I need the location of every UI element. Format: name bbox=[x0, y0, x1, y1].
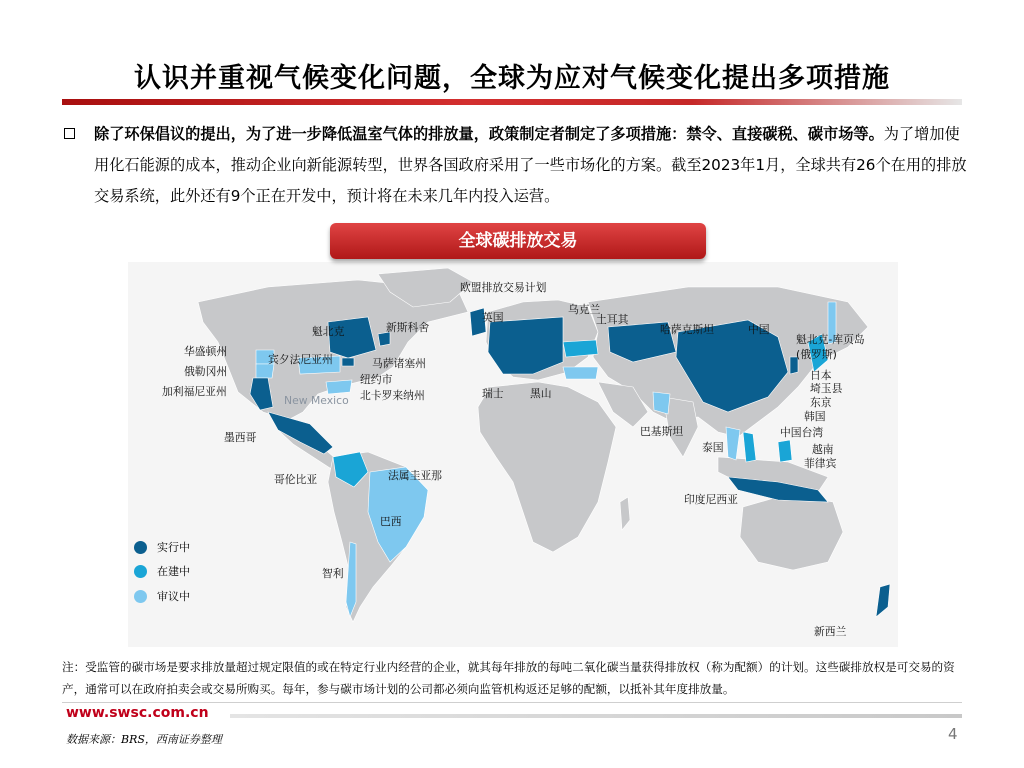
eu-region bbox=[488, 317, 563, 374]
map-label-washington: 华盛顿州 bbox=[184, 345, 228, 358]
map-label-japan: 日本 bbox=[810, 369, 832, 382]
page-number: 4 bbox=[948, 725, 958, 743]
footer-divider bbox=[62, 702, 962, 703]
map-label-tokyo: 东京 bbox=[810, 396, 832, 409]
legend-label-review: 审议中 bbox=[157, 590, 190, 603]
philippines-region bbox=[778, 440, 792, 462]
map-label-vietnam: 越南 bbox=[812, 443, 834, 456]
map-label-philippines: 菲律宾 bbox=[804, 457, 837, 470]
intro-text: 为了增加使用化石能源的成本，推动企业向新能源转型，世界各国政府采用了一些市场化的方案。截至2023年1月，全球共有26个在用的排放交易系统，此外还有9个正在开发中，预计将在未来几年内投入运营。 bbox=[94, 125, 967, 205]
map-label-thailand: 泰国 bbox=[702, 441, 724, 454]
map-label-korea: 韩国 bbox=[804, 410, 826, 423]
world-map-panel bbox=[128, 262, 898, 647]
intro-bold-text: 除了环保倡议的提出，为了进一步降低温室气体的排放量，政策制定者制定了多项措施：禁令、直接碳税、碳市场等。 bbox=[94, 125, 884, 143]
map-label-new-mexico: New Mexico bbox=[284, 394, 349, 407]
ukraine-region bbox=[563, 340, 598, 357]
legend-dot-building bbox=[134, 565, 147, 578]
legend-item-active bbox=[134, 539, 190, 555]
map-label-california: 加利福尼亚州 bbox=[162, 385, 227, 398]
north-carolina-region bbox=[326, 380, 352, 394]
vietnam-region bbox=[743, 432, 756, 462]
map-label-pakistan: 巴基斯坦 bbox=[640, 425, 684, 438]
map-label-saitama: 埼玉县 bbox=[810, 382, 843, 395]
new-zealand-region bbox=[876, 584, 890, 617]
map-label-pennsylvania: 宾夕法尼亚州 bbox=[268, 353, 333, 366]
page-title: 认识并重视气候变化问题，全球为应对气候变化提出多项措施 bbox=[134, 63, 890, 94]
legend-item-review bbox=[134, 588, 190, 604]
map-label-new-zealand: 新西兰 bbox=[814, 625, 847, 638]
map-label-mexico: 墨西哥 bbox=[224, 431, 257, 444]
map-label-nova-scotia: 新斯科舍 bbox=[386, 321, 430, 334]
map-label-oregon: 俄勒冈州 bbox=[184, 365, 228, 378]
map-label-quebec: 魁北克 bbox=[312, 325, 345, 338]
map-label-turkey: 土耳其 bbox=[596, 313, 629, 326]
legend-dot-active bbox=[134, 541, 147, 554]
map-label-switzerland: 瑞士 bbox=[482, 387, 504, 400]
map-label-montenegro: 黑山 bbox=[530, 387, 552, 400]
map-label-colombia: 哥伦比亚 bbox=[274, 473, 318, 486]
world-map bbox=[128, 262, 898, 647]
map-label-eu-ets: 欧盟排放交易计划 bbox=[460, 281, 547, 294]
madagascar-landmass bbox=[620, 497, 630, 530]
footer-bar bbox=[230, 714, 962, 718]
map-label-china: 中国 bbox=[748, 323, 770, 336]
map-label-uk: 英国 bbox=[482, 311, 504, 324]
massachusetts-region bbox=[342, 358, 354, 366]
intro-paragraph bbox=[94, 119, 974, 212]
legend-dot-review bbox=[134, 590, 147, 603]
map-label-brazil: 巴西 bbox=[380, 515, 402, 528]
legend-label-active: 实行中 bbox=[157, 541, 190, 554]
map-label-taiwan: 中国台湾 bbox=[780, 426, 824, 439]
australia-landmass bbox=[740, 494, 843, 570]
map-label-sakhalin: 魁北克-库页岛 (俄罗斯) bbox=[796, 333, 865, 361]
map-label-indonesia: 印度尼西亚 bbox=[684, 493, 738, 506]
title-divider bbox=[62, 99, 962, 105]
map-label-ukraine: 乌克兰 bbox=[568, 303, 601, 316]
bullet-square-icon bbox=[64, 128, 75, 139]
footnote: 注：受监管的碳市场是要求排放量超过规定限值的或在特定行业内经营的企业，就其每年排放的每吨二氧化碳当量获得排放权（称为配额）的计划。这些碳排放权是可交易的资产，通常可以在政府拍卖会或交易所购买。每年，参与碳市场计划的公司都必须向监管机构返还足够的配额，以抵补其年度排放量。 bbox=[62, 660, 955, 696]
legend-item-building bbox=[134, 563, 190, 579]
footer-url[interactable]: www.swsc.com.cn bbox=[66, 705, 209, 721]
map-title-banner: 全球碳排放交易 bbox=[330, 223, 706, 259]
map-label-chile: 智利 bbox=[322, 567, 344, 580]
turkey-region bbox=[563, 367, 598, 379]
map-label-north-carolina: 北卡罗来纳州 bbox=[360, 389, 425, 402]
map-label-french-guiana: 法属圭亚那 bbox=[388, 469, 442, 482]
map-label-kazakhstan: 哈萨克斯坦 bbox=[660, 323, 714, 336]
pakistan-region bbox=[653, 392, 670, 414]
thailand-region bbox=[726, 427, 740, 460]
legend-label-building: 在建中 bbox=[157, 565, 190, 578]
data-source: 数据来源：BRS，西南证券整理 bbox=[66, 733, 222, 746]
map-label-massachusetts: 马萨诸塞州 bbox=[372, 357, 426, 370]
africa-landmass bbox=[478, 382, 616, 552]
map-label-new-york: 纽约市 bbox=[360, 373, 393, 386]
